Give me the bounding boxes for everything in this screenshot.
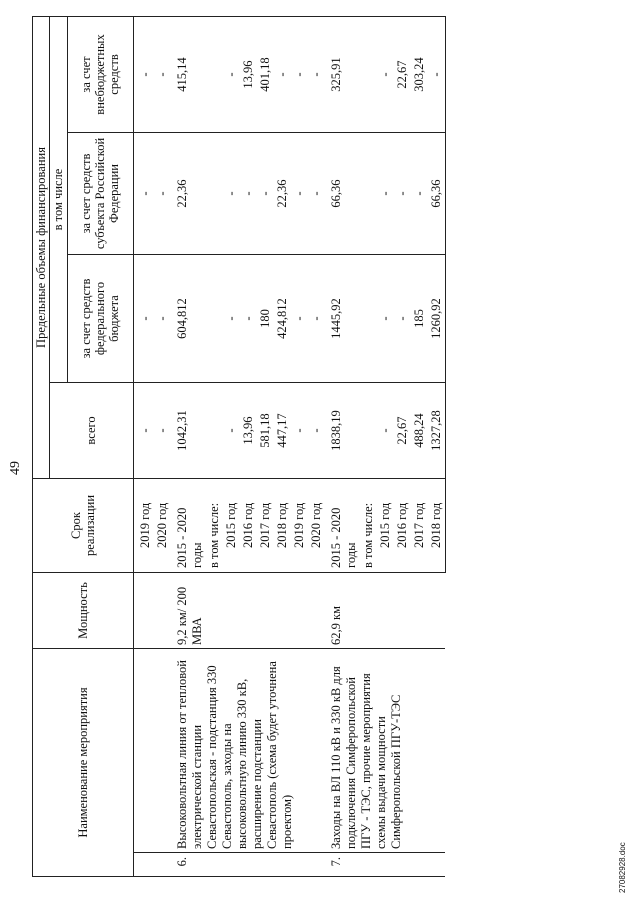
extrabudget-cell: - [274,16,291,132]
period-cell: 2019 год [291,479,308,573]
item-number: 6. [171,853,325,877]
header-name: Наименование мероприятия [33,649,134,877]
federal-cell: - [377,255,394,383]
period-cell: 2015 год [223,479,240,573]
regional-cell: 22,36 [171,133,206,255]
period-cell: в том числе: [206,479,223,573]
regional-cell: 66,36 [428,133,446,255]
regional-cell: - [154,133,171,255]
header-capacity: Мощность [33,573,134,649]
federal-cell: - [394,255,411,383]
period-cell: 2017 год [257,479,274,573]
total-cell: 581,18 [257,383,274,479]
period-cell: 2017 год [411,479,428,573]
document-code: 27082928.doc [618,842,627,893]
federal-cell: - [133,255,154,383]
financing-table [32,16,446,877]
extrabudget-cell: 13,96 [240,16,257,132]
header-period: Срок реализации [33,479,134,573]
regional-cell [206,133,223,255]
item-name: Заходы на ВЛ 110 кВ и 330 кВ для подключения Симферопольской ПГУ - ТЭС, прочие мероприятия схемы выдачи мощности Симферопольской ПГУ-ТЭС [325,649,446,853]
extrabudget-cell: - [154,16,171,132]
period-cell: 2016 год [240,479,257,573]
regional-cell [360,133,377,255]
regional-cell: - [308,133,325,255]
period-cell: 2015 год [377,479,394,573]
total-cell [206,383,223,479]
table-row [154,16,171,876]
period-cell: 2015 - 2020 годы [325,479,360,573]
total-cell: - [133,383,154,479]
no-cell [133,853,154,877]
federal-cell: - [240,255,257,383]
extrabudget-cell: - [428,16,446,132]
federal-cell: 180 [257,255,274,383]
regional-cell: - [240,133,257,255]
period-cell: 2020 год [308,479,325,573]
extrabudget-cell: - [291,16,308,132]
total-cell: - [291,383,308,479]
extrabudget-cell [206,16,223,132]
total-cell: 488,24 [411,383,428,479]
table-row [325,16,360,876]
item-name: Высоковольтная линия от тепловой электрической станции Севастопольская - подстанция 330 Севастополь, заходы на высоковольтную линию 330 кВ, расширение подстанции Севастополь (схема будет уточнена проектом) [171,649,325,853]
capacity-cell [133,573,154,649]
period-cell: 2019 год [133,479,154,573]
extrabudget-cell: - [308,16,325,132]
table-header [33,16,134,876]
period-cell: 2018 год [428,479,446,573]
extrabudget-cell: - [133,16,154,132]
extrabudget-cell: 22,67 [394,16,411,132]
item-number: 7. [325,853,446,877]
federal-cell [206,255,223,383]
no-cell [154,853,171,877]
total-cell: 1042,31 [171,383,206,479]
federal-cell [360,255,377,383]
federal-cell: 424,812 [274,255,291,383]
item-capacity: 62,9 км [325,573,446,649]
regional-cell: 22,36 [274,133,291,255]
total-cell: - [377,383,394,479]
federal-cell: 185 [411,255,428,383]
total-cell: 22,67 [394,383,411,479]
regional-cell: - [411,133,428,255]
regional-cell: - [291,133,308,255]
period-cell: 2018 год [274,479,291,573]
federal-cell: - [223,255,240,383]
extrabudget-cell: 325,91 [325,16,360,132]
regional-cell: - [394,133,411,255]
extrabudget-cell: 415,14 [171,16,206,132]
federal-cell: - [154,255,171,383]
regional-cell: - [133,133,154,255]
period-cell: 2016 год [394,479,411,573]
table-row [171,16,206,876]
total-cell: - [223,383,240,479]
header-regional: за счет средств субъекта Российской Федерации [67,133,133,255]
federal-cell: 1445,92 [325,255,360,383]
total-cell: 447,17 [274,383,291,479]
table-row [133,16,154,876]
extrabudget-cell: - [377,16,394,132]
extrabudget-cell: 401,18 [257,16,274,132]
federal-cell: 604,812 [171,255,206,383]
regional-cell: 66,36 [325,133,360,255]
total-cell: - [308,383,325,479]
regional-cell: - [257,133,274,255]
header-total: всего [50,383,133,479]
header-including: в том числе [50,16,67,382]
regional-cell: - [377,133,394,255]
total-cell: 13,96 [240,383,257,479]
name-cell [154,649,171,853]
header-federal: за счет средств федерального бюджета [67,255,133,383]
period-cell: 2020 год [154,479,171,573]
total-cell [360,383,377,479]
extrabudget-cell: 303,24 [411,16,428,132]
period-cell: 2015 - 2020 годы [171,479,206,573]
header-extrabudget: за счет внебюджетных средств [67,16,133,132]
item-capacity: 9,2 км/ 200 МВА [171,573,325,649]
total-cell: 1327,28 [428,383,446,479]
header-limits: Предельные объемы финансирования [33,16,50,478]
federal-cell: - [308,255,325,383]
name-cell [133,649,154,853]
total-cell: - [154,383,171,479]
extrabudget-cell [360,16,377,132]
capacity-cell [154,573,171,649]
total-cell: 1838,19 [325,383,360,479]
regional-cell: - [223,133,240,255]
table-body [133,16,445,876]
period-cell: в том числе: [360,479,377,573]
federal-cell: 1260,92 [428,255,446,383]
federal-cell: - [291,255,308,383]
extrabudget-cell: - [223,16,240,132]
page-number: 49 [8,461,23,475]
